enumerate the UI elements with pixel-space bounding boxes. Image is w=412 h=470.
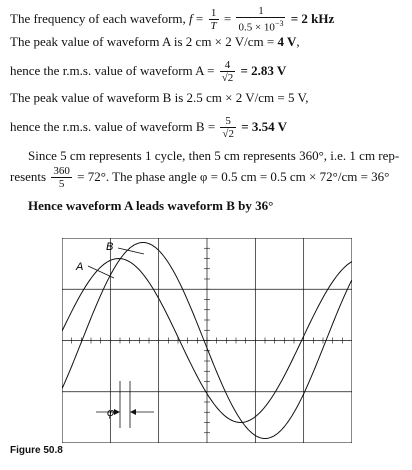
eq1: = [195, 10, 204, 26]
peakA-text: The peak value of waveform A is 2 cm × 2 V/cm = [10, 34, 275, 49]
rmsA-frac [220, 60, 236, 84]
rmsA-den: √2 [221, 72, 234, 84]
label-b: B [106, 241, 114, 254]
freq-prefix: The frequency of each waveform, [10, 10, 186, 26]
rmsB-line [10, 116, 287, 140]
deg-frac [51, 166, 72, 190]
frac2-num: 1 [258, 5, 264, 17]
rmsA-radicand: 2 [227, 72, 234, 84]
rmsB-frac [220, 116, 236, 140]
conclusion-text: Hence waveform A leads waveform B by 36° [28, 198, 274, 213]
rmsA-prefix: hence the r.m.s. value of waveform A = [10, 62, 215, 78]
deg-den: 5 [51, 177, 72, 190]
rmsA-num: 4 [224, 59, 231, 71]
peakA-value: 4 V [277, 34, 297, 49]
since-text: Since 5 cm represents 1 cycle, then 5 cm represents 360°, i.e. 1 cm rep- [28, 148, 400, 163]
resents-prefix: resents [10, 168, 47, 184]
frac1-num: 1 [210, 6, 217, 19]
frac-1-over-period [236, 6, 285, 34]
denom-exp: −3 [274, 19, 284, 28]
f-var: f [189, 10, 193, 26]
rmsA-result: = 2.83 V [240, 62, 287, 78]
freq-result: = 2 kHz [290, 10, 335, 26]
label-phi: φ [107, 407, 115, 419]
phase-line [10, 166, 389, 190]
rmsB-radicand: 2 [228, 128, 234, 140]
phase-text: = 72°. The phase angle φ = 0.5 cm = 0.5 cm × 72°/cm = 36° [77, 168, 390, 184]
rmsB-den: √2 [222, 128, 234, 140]
frac1-den: T [210, 19, 217, 32]
peakB-line [10, 90, 308, 106]
peakA-line: The peak value of waveform A is 2 cm × 2 V/cm = 4 V, [10, 34, 300, 49]
figure-caption: Figure 50.8 [10, 445, 63, 456]
conclusion-line [28, 198, 273, 214]
rmsB-result: = 3.54 V [241, 118, 288, 134]
peakB-text: The peak value of waveform B is 2.5 cm × 2 V/cm = 5 V, [10, 90, 309, 105]
label-a: A [76, 261, 84, 273]
denom-base: 0.5 × 10 [238, 21, 275, 34]
frac2-den [236, 17, 285, 34]
rmsB-num: 5 [225, 115, 231, 127]
frequency-line [10, 6, 334, 34]
eq2: = [223, 10, 232, 26]
oscilloscope-figure [62, 238, 352, 443]
deg-num: 360 [53, 165, 70, 177]
frac-1-over-T [209, 8, 219, 32]
rmsB-prefix: hence the r.m.s. value of waveform B = [10, 118, 216, 134]
since-line [28, 148, 399, 164]
rmsA-line [10, 60, 286, 84]
